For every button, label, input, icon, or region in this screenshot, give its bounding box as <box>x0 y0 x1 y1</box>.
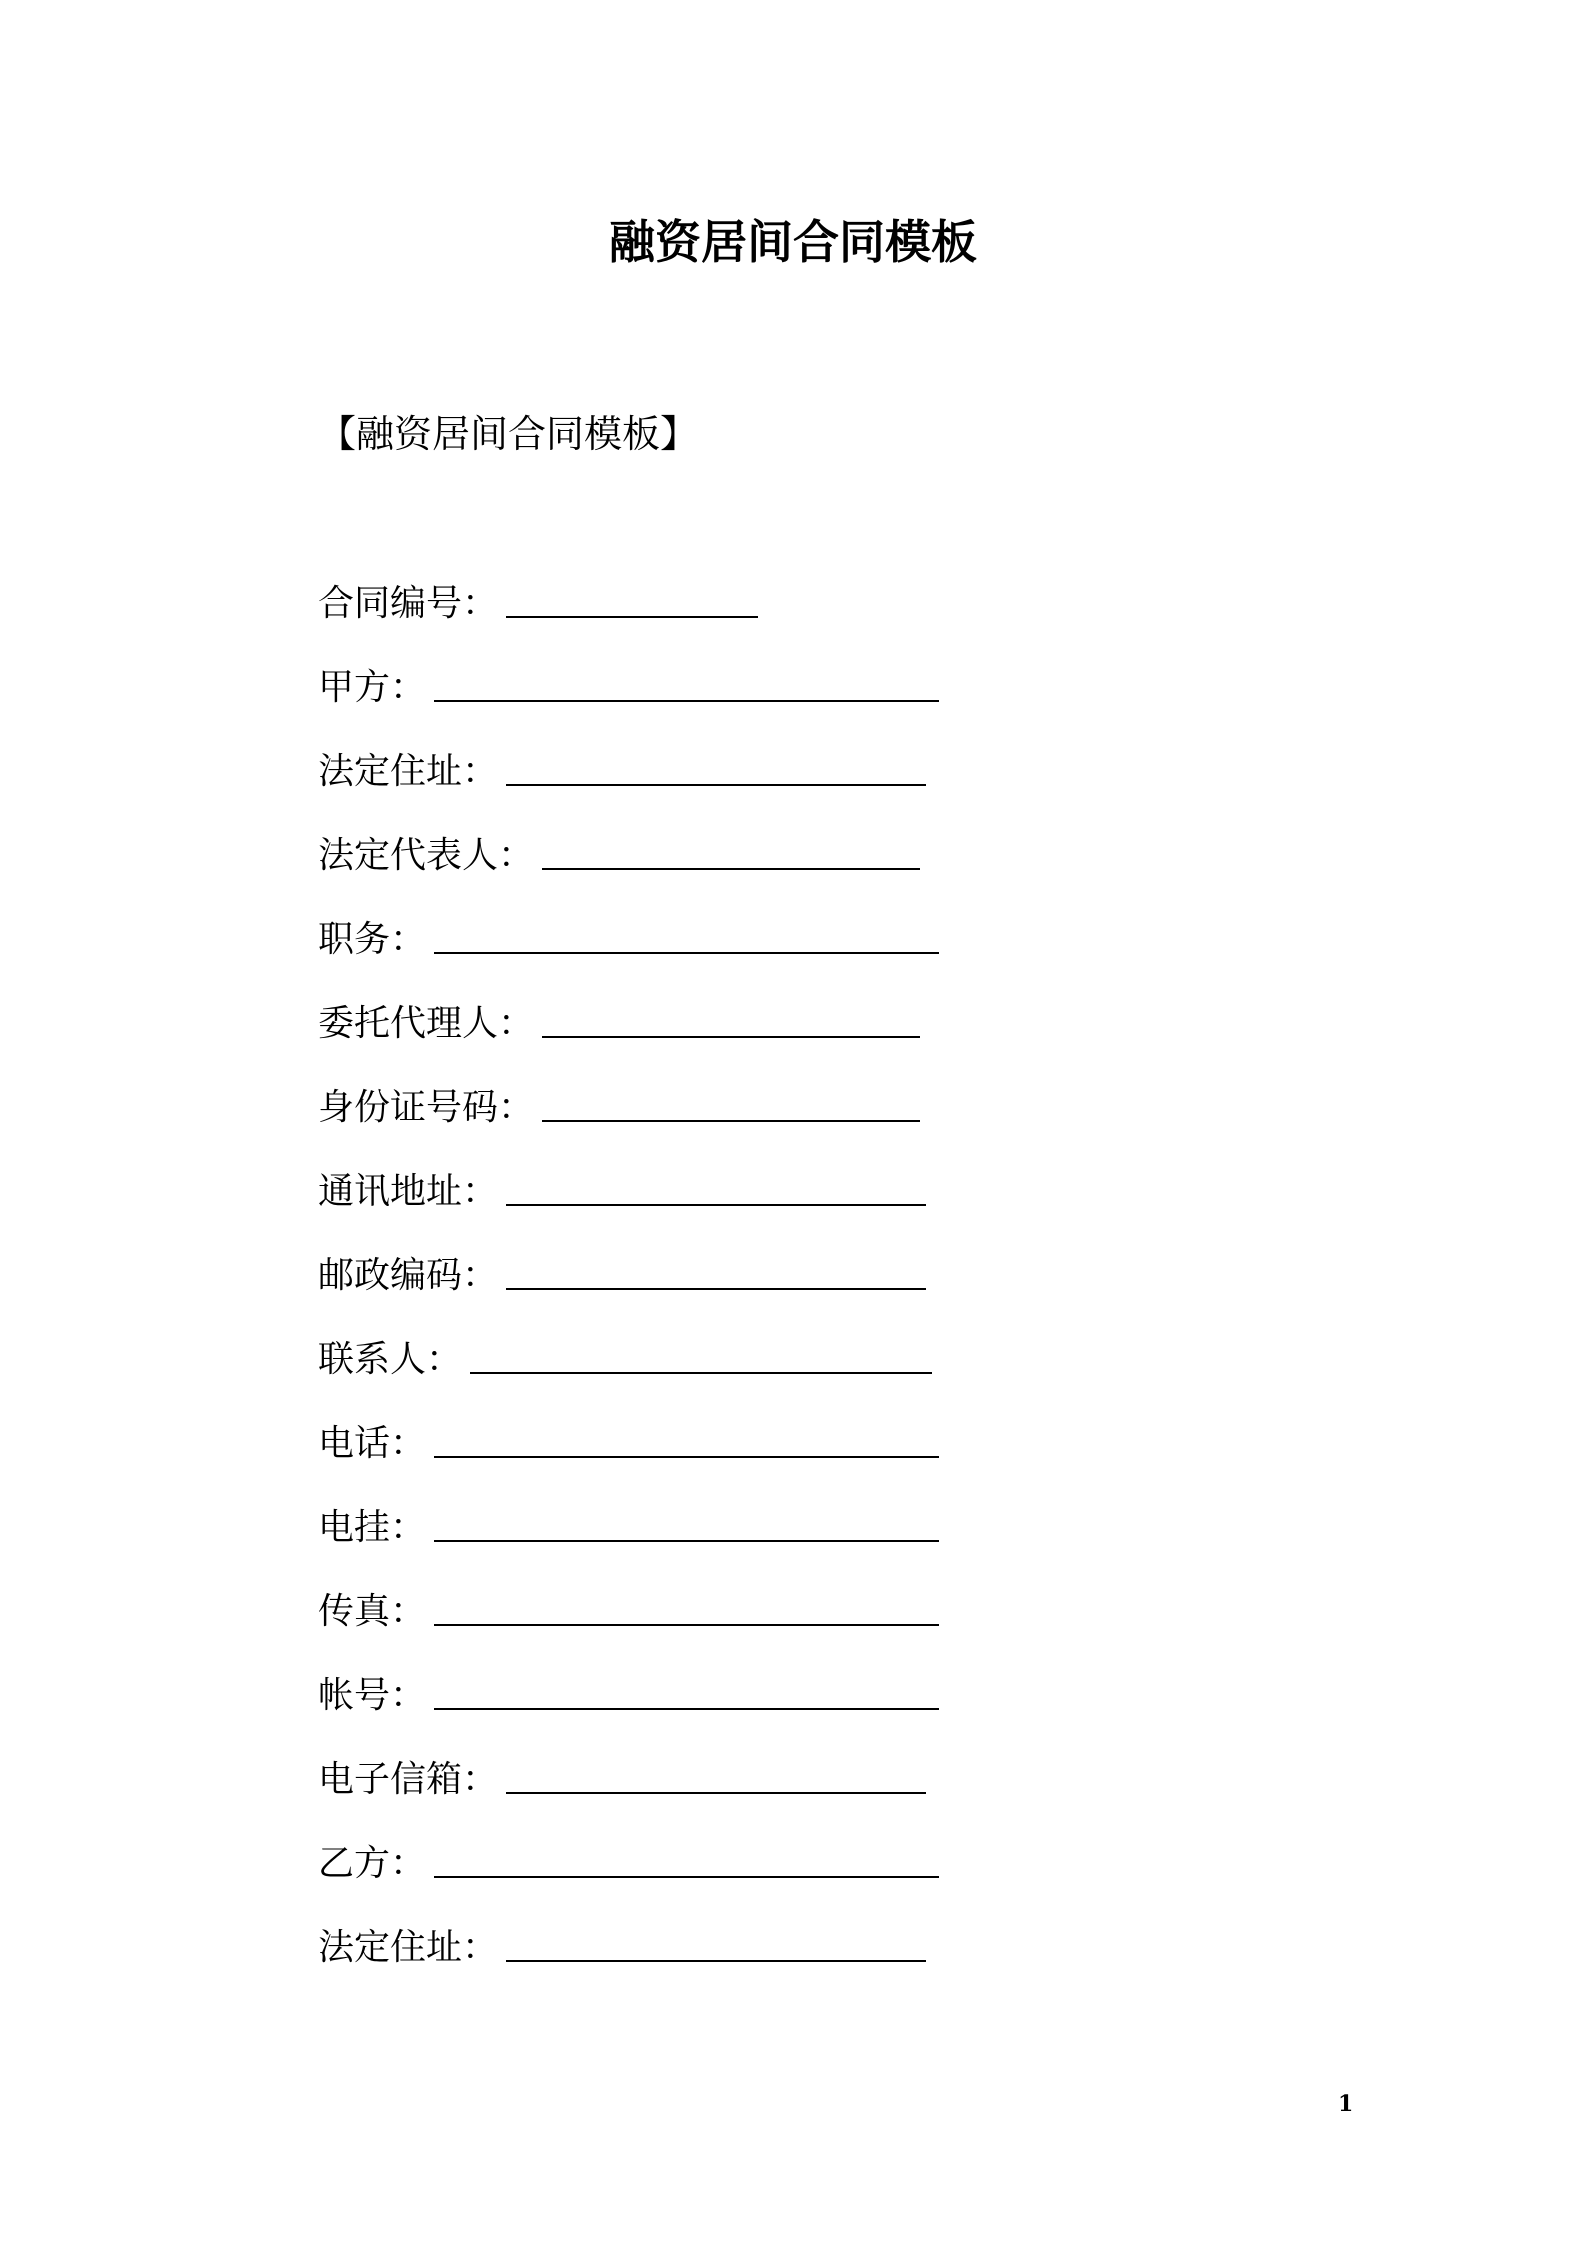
field-label: 传真： <box>318 1591 427 1632</box>
field-blank-line <box>434 908 939 954</box>
field-mailing-address <box>318 1160 1278 1244</box>
field-phone <box>318 1412 1278 1496</box>
field-blank-line <box>434 1580 939 1626</box>
field-blank-line <box>506 1916 926 1962</box>
field-label: 电话： <box>318 1423 427 1464</box>
field-label: 邮政编码： <box>318 1255 499 1296</box>
field-blank-line <box>434 1664 939 1710</box>
field-blank-line <box>506 1244 926 1290</box>
field-label: 身份证号码： <box>318 1087 535 1128</box>
field-id-number <box>318 1076 1278 1160</box>
field-account-number <box>318 1664 1278 1748</box>
field-blank-line <box>506 572 758 618</box>
field-label: 职务： <box>318 919 427 960</box>
field-label: 电子信箱： <box>318 1759 499 1800</box>
field-blank-line <box>506 1160 926 1206</box>
page-number: 1 <box>1338 2091 1354 2117</box>
field-label: 法定代表人： <box>318 835 535 876</box>
field-label: 法定住址： <box>318 1927 499 1968</box>
field-blank-line <box>434 1412 939 1458</box>
field-email <box>318 1748 1278 1832</box>
field-label: 乙方： <box>318 1843 427 1884</box>
field-postal-code <box>318 1244 1278 1328</box>
field-legal-representative <box>318 824 1278 908</box>
field-label: 委托代理人： <box>318 1003 535 1044</box>
field-party-b <box>318 1832 1278 1916</box>
field-blank-line <box>434 1496 939 1542</box>
field-blank-line <box>506 1748 926 1794</box>
field-fax <box>318 1580 1278 1664</box>
field-blank-line <box>542 1076 920 1122</box>
field-party-a <box>318 656 1278 740</box>
field-legal-address-b <box>318 1916 1278 2000</box>
field-label: 法定住址： <box>318 751 499 792</box>
field-label: 联系人： <box>318 1339 463 1380</box>
field-blank-line <box>542 992 920 1038</box>
contract-fields <box>318 572 1278 2000</box>
field-telegraph <box>318 1496 1278 1580</box>
field-label: 合同编号： <box>318 583 499 624</box>
document-title: 融资居间合同模板 <box>609 215 977 269</box>
field-legal-address <box>318 740 1278 824</box>
field-blank-line <box>542 824 920 870</box>
field-blank-line <box>434 656 939 702</box>
field-label: 帐号： <box>318 1675 427 1716</box>
field-blank-line <box>506 740 926 786</box>
document-subtitle: 【融资居间合同模板】 <box>318 412 699 456</box>
field-contract-number <box>318 572 1278 656</box>
field-label: 甲方： <box>318 667 427 708</box>
field-label: 通讯地址： <box>318 1171 499 1212</box>
field-authorized-agent <box>318 992 1278 1076</box>
field-label: 电挂： <box>318 1507 427 1548</box>
field-blank-line <box>434 1832 939 1878</box>
field-contact-person <box>318 1328 1278 1412</box>
field-position <box>318 908 1278 992</box>
field-blank-line <box>470 1328 932 1374</box>
